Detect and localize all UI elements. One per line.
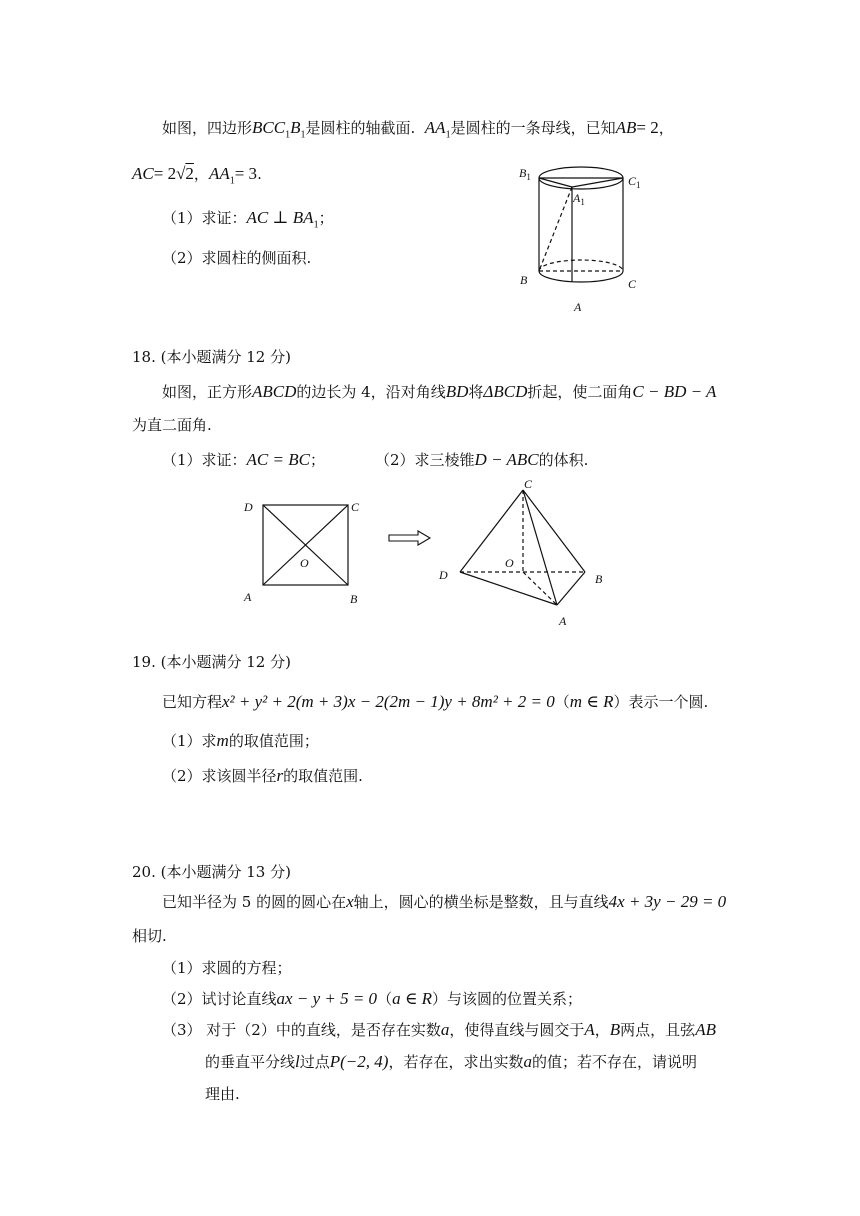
math-AC-eq-BC: AC = BC: [246, 450, 310, 469]
p17-line1: 如图，四边形$BCC_1B_1$是圆柱的轴截面. $AA_1$是圆柱的一条母线，已知AB= 2，: [162, 118, 674, 141]
math-triangle-BCD: ΔBCD: [483, 382, 528, 401]
sqrt-symbol: √2: [176, 164, 194, 183]
p20-q2: （2）试讨论直线ax − y + 5 = 0（a ∈ R）与该圆的位置关系；: [162, 989, 583, 1008]
label-B: B: [520, 273, 528, 287]
p20-q3: （3） 对于（2）中的直线，是否存在实数a，使得直线与圆交于A，B两点，且弦AB: [162, 1020, 716, 1039]
p20-q1: （1）求圆的方程；: [162, 959, 292, 977]
p19-q2: （2）求该圆半径r的取值范围.: [162, 766, 363, 785]
label-D: D: [244, 500, 253, 514]
segment-C1-A1: [572, 178, 623, 187]
cylinder-bottom-front: [539, 271, 623, 282]
math-B: B: [609, 1020, 621, 1039]
math-a-in-R: a ∈ R: [392, 989, 433, 1008]
p18-q2: （2）求三棱锥D − ABC的体积.: [375, 450, 589, 469]
p19-q1: （1）求m的取值范围；: [162, 731, 319, 750]
math-circle-equation: x² + y² + 2(m + 3)x − 2(2m − 1)y + 8m² + 2 = 0: [222, 692, 555, 711]
math-BD: BD: [445, 382, 469, 401]
p20-line1: 已知半径为 5 的圆的圆心在x轴上，圆心的横坐标是整数，且与直线4x + 3y − 29 = 0: [162, 892, 727, 911]
p19-line1: 已知方程x² + y² + 2(m + 3)x − 2(2m − 1)y + 8m² + 2 = 0（m ∈ R）表示一个圆.: [162, 692, 709, 711]
edge-A-B: [557, 572, 585, 605]
math-x: x: [346, 892, 354, 911]
math-AB-chord: AB: [695, 1020, 716, 1039]
math-line-ax: ax − y + 5 = 0: [276, 989, 378, 1008]
edge-C-B: [523, 490, 585, 572]
math-m-in-R: m ∈ R: [569, 692, 614, 711]
math-D-ABC: D − ABC: [474, 450, 539, 469]
p20-q3-line3: 理由.: [205, 1085, 240, 1103]
cylinder-bottom-back: [539, 260, 623, 271]
label-B: B: [350, 592, 358, 606]
p17-q2: （2）求圆柱的侧面积.: [162, 249, 312, 267]
p18-q1: （1）求证：AC = BC；: [162, 450, 325, 469]
label-B1: $B_1$: [519, 166, 531, 182]
math-line-equation: 4x + 3y − 29 = 0: [608, 892, 727, 911]
p18-heading: 18. (本小题满分 12 分): [132, 348, 291, 366]
math-eq-2: = 2: [636, 118, 659, 137]
tetrahedron-figure: [435, 475, 610, 630]
math-a: a: [440, 1020, 450, 1039]
cylinder-figure: [510, 155, 650, 325]
math-m: m: [216, 731, 229, 750]
math-a-2: a: [523, 1052, 532, 1071]
p19-heading: 19. (本小题满分 12 分): [132, 653, 291, 671]
label-C: C: [351, 500, 360, 514]
math-eq-3: = 3: [234, 164, 258, 183]
label-O: O: [505, 556, 514, 570]
label-A: A: [244, 590, 252, 604]
p18-line2: 为直二面角.: [132, 416, 212, 434]
math-eq-2root: = 2: [153, 164, 177, 183]
label-D: D: [439, 568, 448, 582]
p17-line2: AC= 2√2，$AA_1= 3$.: [132, 164, 262, 187]
label-A: A: [559, 614, 567, 628]
math-r: r: [276, 766, 284, 785]
math-point-P: P(−2, 4): [329, 1052, 389, 1071]
math-BCC1B1: $BCC_1B_1$: [252, 118, 306, 141]
math-AC: AC: [132, 164, 154, 183]
edge-D-A: [460, 572, 557, 605]
label-A: A: [574, 300, 582, 314]
label-C: C: [524, 477, 533, 491]
math-AB: AB: [615, 118, 637, 137]
math-l: l: [295, 1052, 300, 1071]
math-ABCD: ABCD: [252, 382, 297, 401]
label-C: C: [628, 277, 637, 291]
label-O: O: [300, 556, 309, 570]
segment-B1-A1: [539, 178, 572, 187]
label-A1: $A_1$: [573, 191, 585, 207]
p20-heading: 20. (本小题满分 13 分): [132, 863, 291, 881]
label-B: B: [595, 572, 603, 586]
segment-A1-B-dashed: [539, 187, 572, 271]
p20-line2: 相切.: [132, 927, 167, 945]
math-AA1-2: $AA_1$: [208, 164, 235, 187]
math-C-BD-A: C − BD − A: [632, 382, 717, 401]
label-C1: $C_1$: [628, 174, 641, 190]
math-A: A: [584, 1020, 595, 1039]
p20-q3-line2: 的垂直平分线l过点P(−2, 4)，若存在，求出实数a的值；若不存在，请说明: [205, 1052, 697, 1071]
math-AA1: $AA_1$: [424, 118, 451, 141]
p18-line1: 如图，正方形ABCD的边长为 4，沿对角线BD将ΔBCD折起，使二面角C − BD − A: [162, 382, 717, 401]
p17-q1: （1）求证：AC ⊥ $BA_1$；: [162, 208, 334, 231]
math-AC-perp-BA1: AC ⊥ $BA_1$: [246, 208, 319, 231]
fold-arrow-icon: [388, 530, 432, 546]
square-figure: [240, 495, 370, 610]
